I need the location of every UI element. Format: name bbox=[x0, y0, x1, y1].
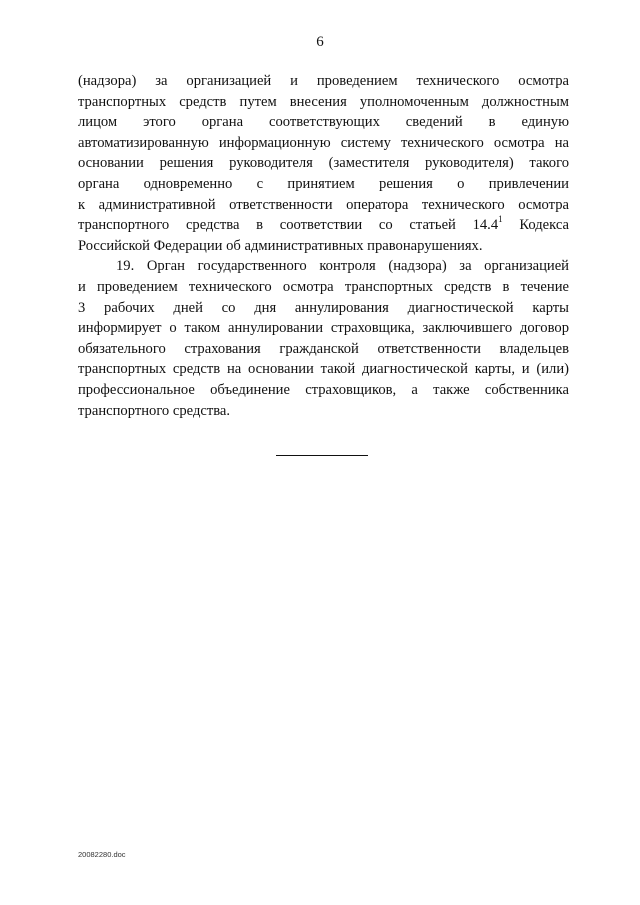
text-line: лицом этого органа соответствующих сведений в единую bbox=[78, 114, 569, 131]
text-line: 3 рабочих дней со дня аннулирования диагностической карты bbox=[78, 299, 569, 316]
text-line: 19. Орган государственного контроля (надзора) за организацией bbox=[116, 258, 569, 275]
paragraph-continuation bbox=[78, 71, 569, 256]
text-line: обязательного страхования гражданской ответственности владельцев bbox=[78, 340, 569, 357]
text-line: к административной ответственности оператора технического осмотра bbox=[78, 196, 569, 213]
text-line: профессиональное объединение страховщиков, а также собственника bbox=[78, 381, 569, 398]
text-line: автоматизированную информационную систему технического осмотра на bbox=[78, 134, 569, 151]
text-line: транспортного средства в соответствии со статьей 14.4 bbox=[78, 217, 499, 234]
text-line: транспортного средства. bbox=[78, 402, 231, 419]
footer-filename: 20082280.doc bbox=[78, 850, 126, 859]
page-number: 6 bbox=[316, 34, 324, 50]
text-line-with-article-ref bbox=[78, 215, 569, 236]
text-line: основании решения руководителя (заместителя руководителя) такого bbox=[78, 155, 569, 172]
article-superscript: 1 bbox=[498, 214, 503, 225]
paragraph-item-19 bbox=[78, 256, 569, 421]
document-body bbox=[78, 71, 569, 421]
text-line: транспортных средств на основании такой диагностической карты, и (или) bbox=[78, 361, 569, 378]
text-line: Российской Федерации об административных правонарушениях. bbox=[78, 237, 483, 254]
text-line: (надзора) за организацией и проведением технического осмотра bbox=[78, 73, 569, 89]
text-line-tail: Кодекса bbox=[519, 217, 569, 234]
text-line: и проведением технического осмотра транспортных средств в течение bbox=[78, 278, 569, 295]
text-line: информирует о таком аннулировании страховщика, заключившего договор bbox=[78, 320, 569, 337]
text-line: транспортных средств путем внесения уполномоченным должностным bbox=[78, 93, 569, 110]
end-divider-line bbox=[276, 455, 368, 456]
text-line: органа одновременно с принятием решения о привлечении bbox=[78, 175, 569, 192]
